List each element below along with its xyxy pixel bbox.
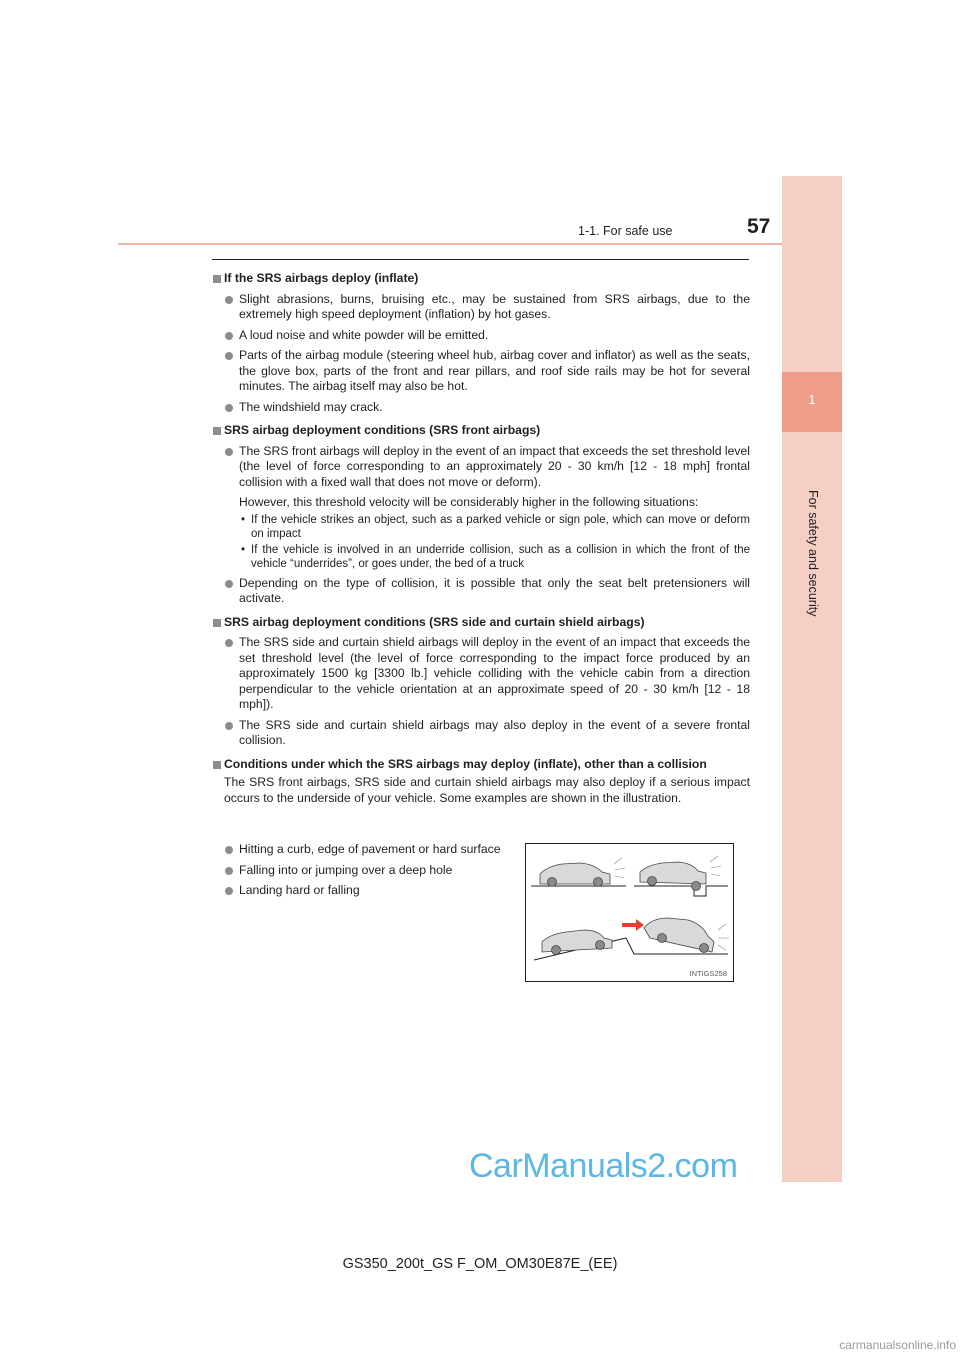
watermark-logo[interactable]: CarManuals2.com bbox=[469, 1147, 738, 1185]
car-landing-icon bbox=[534, 918, 729, 960]
heading-other-conditions: Conditions under which the SRS airbags may deploy (inflate), other than a collision bbox=[212, 757, 750, 773]
page-number: 57 bbox=[747, 215, 771, 238]
list-item: Landing hard or falling bbox=[212, 883, 512, 899]
header-rule bbox=[118, 243, 782, 245]
list-item: Slight abrasions, burns, bruising etc., may be sustained from SRS airbags, due to the extremely high speed deployment (inflation) by hot gases. bbox=[212, 292, 750, 323]
paragraph: The SRS front airbags, SRS side and curtain shield airbags may also deploy if a serious impact occurs to the underside of your vehicle. Some examples are shown in the illustration. bbox=[224, 775, 750, 805]
list-item: The SRS front airbags will deploy in the event of an impact that exceeds the set threshold level (the level of force corresponding to an approximately 20 - 30 km/h [12 - 18 mph] frontal collision with a fixed wall that does not move or deform). bbox=[212, 444, 750, 491]
chapter-number: 1 bbox=[808, 392, 816, 407]
main-content bbox=[212, 268, 750, 806]
examples-list bbox=[212, 842, 512, 899]
section-title: 1-1. For safe use bbox=[578, 224, 673, 238]
chapter-number-tab[interactable] bbox=[782, 372, 842, 432]
heading-airbags-deploy: If the SRS airbags deploy (inflate) bbox=[212, 271, 750, 287]
list-item: Hitting a curb, edge of pavement or hard surface bbox=[212, 842, 512, 858]
chapter-side-tab bbox=[782, 176, 842, 1182]
illustration-underside-impacts bbox=[525, 843, 734, 982]
sub-list-item: • If the vehicle is involved in an underride collision, such as a collision in which the front of the vehicle “underrides”, or goes under, the bed of a truck bbox=[212, 543, 750, 571]
content-rule bbox=[212, 259, 749, 260]
list-item: Falling into or jumping over a deep hole bbox=[212, 863, 512, 879]
heading-front-airbags: SRS airbag deployment conditions (SRS front airbags) bbox=[212, 423, 750, 439]
list-item: The SRS side and curtain shield airbags will deploy in the event of an impact that exceeds the set threshold level (the level of force corresponding to the impact force produced by an approximately 1500 kg [3300 lb.] vehicle colliding with the vehicle cabin from a direction perpendicular to the vehicle orientation at an approximate speed of 20 - 30 km/h [12 - 18 mph]). bbox=[212, 635, 750, 713]
figure-code: INTIGS258 bbox=[689, 969, 727, 978]
list-item: Depending on the type of collision, it is possible that only the seat belt pretensioners will activate. bbox=[212, 576, 750, 607]
car-curb-icon bbox=[531, 858, 626, 887]
chapter-title: For safety and security bbox=[806, 490, 820, 617]
car-hole-icon bbox=[634, 856, 728, 896]
list-item: A loud noise and white powder will be emitted. bbox=[212, 328, 750, 344]
illustration-drawing bbox=[526, 844, 733, 981]
document-code: GS350_200t_GS F_OM_OM30E87E_(EE) bbox=[342, 1256, 618, 1272]
list-item: The SRS side and curtain shield airbags may also deploy in the event of a severe frontal collision. bbox=[212, 718, 750, 749]
watermark-site[interactable]: carmanualsonline.info bbox=[839, 1338, 956, 1352]
heading-side-curtain-airbags: SRS airbag deployment conditions (SRS side and curtain shield airbags) bbox=[212, 615, 750, 631]
sub-list-item: • If the vehicle strikes an object, such as a parked vehicle or sign pole, which can move or deform on impact bbox=[212, 513, 750, 541]
list-item: The windshield may crack. bbox=[212, 400, 750, 416]
list-item: Parts of the airbag module (steering wheel hub, airbag cover and inflator) as well as the seats, the glove box, parts of the front and rear pillars, and roof side rails may be hot for several minutes. The airbag itself may also be hot. bbox=[212, 348, 750, 395]
paragraph: However, this threshold velocity will be considerably higher in the following situations: bbox=[239, 495, 699, 509]
